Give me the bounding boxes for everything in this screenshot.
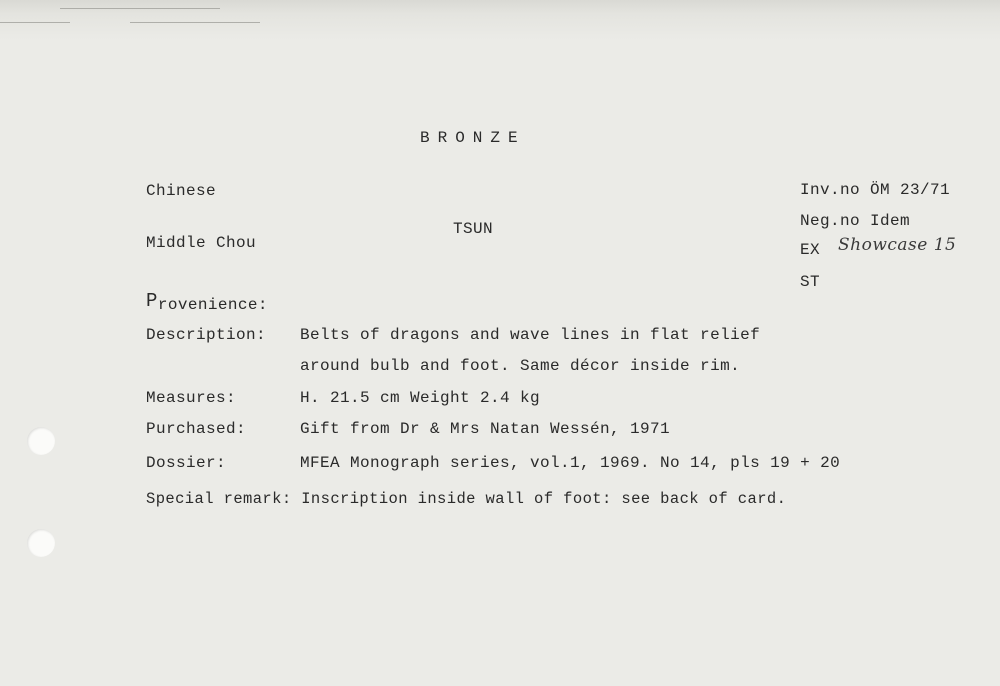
measures-label: Measures:: [146, 389, 237, 407]
provenience-initial: P: [146, 290, 158, 312]
description-label: Description:: [146, 326, 267, 344]
negative-number: Neg.no Idem: [800, 212, 911, 230]
dossier-value: MFEA Monograph series, vol.1, 1969. No 14, pls 19 + 20: [300, 454, 841, 472]
card-title: BRONZE: [420, 129, 526, 147]
ex-label: EX: [800, 241, 821, 259]
ex-handwritten-note: Showcase 15: [838, 235, 957, 255]
edge-mark: [60, 8, 220, 9]
edge-mark: [0, 22, 70, 23]
provenience-rest: rovenience:: [157, 296, 268, 314]
description-line-2: around bulb and foot. Same décor inside rim.: [300, 357, 741, 375]
special-remark: Special remark: Inscription inside wall of foot: see back of card.: [146, 490, 787, 508]
punch-hole-upper: [27, 427, 55, 455]
dossier-label: Dossier:: [146, 454, 227, 472]
purchased-label: Purchased:: [146, 420, 247, 438]
punch-hole-lower: [27, 529, 55, 557]
object-type-text: TSUN: [453, 220, 494, 238]
origin-text: Chinese: [146, 182, 217, 200]
edge-mark: [130, 22, 260, 23]
description-line-1: Belts of dragons and wave lines in flat relief: [300, 326, 761, 344]
purchased-value: Gift from Dr & Mrs Natan Wessén, 1971: [300, 420, 671, 438]
measures-value: H. 21.5 cm Weight 2.4 kg: [300, 389, 541, 407]
st-label: ST: [800, 273, 821, 291]
card-top-edge: [0, 0, 1000, 40]
inventory-number: Inv.no ÖM 23/71: [800, 181, 951, 199]
provenience-label: [146, 290, 268, 315]
period-text: Middle Chou: [146, 234, 257, 252]
